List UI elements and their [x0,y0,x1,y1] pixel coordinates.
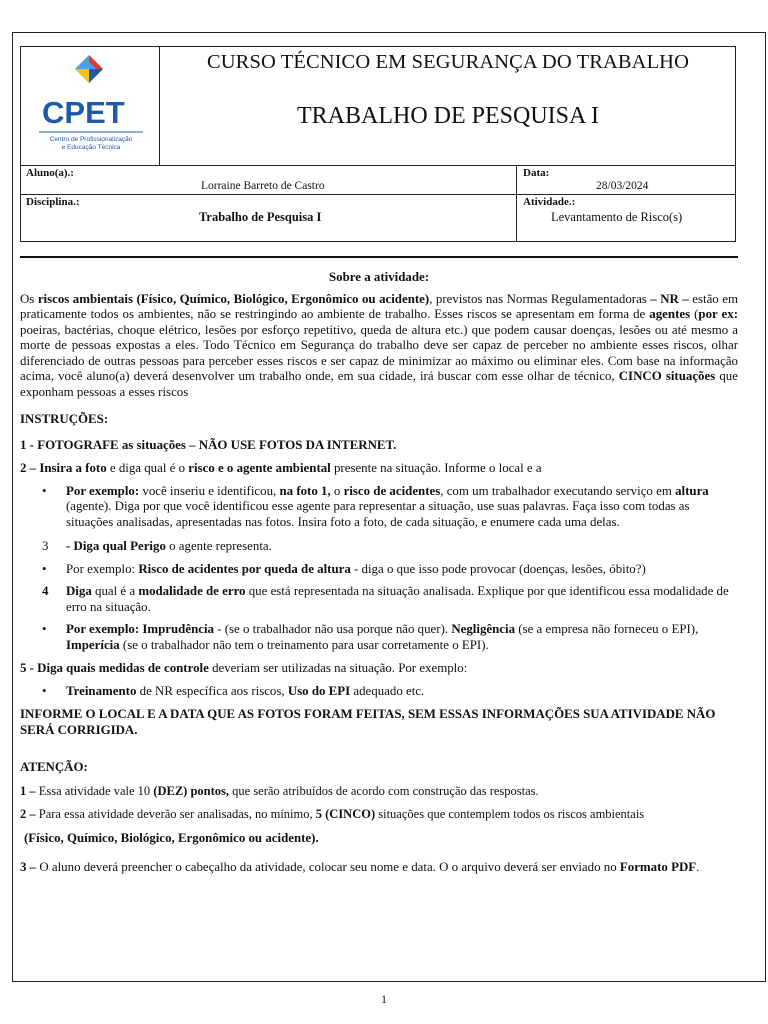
student-label: Aluno(a).: [26,167,74,179]
list-item: 4 Diga qual é a modalidade de erro que está representada na situação analisada. Explique por que identificou essa modalidade de erro na situação. [42,584,729,614]
about-title: Sobre a atividade: [328,270,430,284]
page-number: 1 [381,992,387,1006]
attention-1: 1 – Essa atividade vale 10 (DEZ) pontos, que serão atribuídos de acordo com construção das respostas. [20,783,539,798]
attention-2: 2 – Para essa atividade deverão ser analisadas, no mínimo, 5 (CINCO) situações que contemplem todos os riscos ambientais [20,807,645,821]
logo-cell [21,47,160,165]
instruction-1: 1 - FOTOGRAFE as situações – NÃO USE FOTOS DA INTERNET. [20,437,397,452]
logo-diamond-yellow-icon [75,69,89,83]
header-table [20,46,736,242]
list-item: • Por exemplo: você inseriu e identificou, na foto 1, o risco de acidentes, com um trabalhador executando serviço em altura (agente). Diga por que você identificou esse agente para representar a situação, use suas palavras. Faça isso com todas as situações analisadas, apresentadas nas fotos. Insira foto a foto, de cada situação, e enumere cada uma delas. [42,483,709,529]
date-value: 28/03/2024 [596,180,649,192]
main-content [20,270,738,878]
logo-diamond-dark-icon [89,69,103,83]
date-label: Data: [523,167,550,179]
activity-label: Atividade.: [523,196,576,208]
work-title: TRABALHO DE PESQUISA I [296,103,599,129]
divider [20,256,738,258]
logo-subtitle-1: Centro de Profissionalização [49,136,133,143]
inform-notice: INFORME O LOCAL E A DATA QUE AS FOTOS FORAM FEITAS, SEM ESSAS INFORMAÇÕES SUA ATIVIDADE NÃO SERÁ CORRIGIDA. [20,707,716,737]
discipline-value: Trabalho de Pesquisa I [199,210,322,224]
logo-text: CPET [42,95,125,130]
list-item: 3 - Diga qual Perigo o agente representa. [42,539,272,553]
list-item: • Treinamento de NR específica aos riscos, Uso do EPI adequado etc. [42,683,425,698]
activity-value: Levantamento de Risco(s) [551,210,683,224]
instruction-2: 2 – Insira a foto e diga qual é o risco e o agente ambiental presente na situação. Informe o local e a [20,461,542,475]
course-title: CURSO TÉCNICO EM SEGURANÇA DO TRABALHO [207,51,689,73]
attention-2-risks: (Físico, Químico, Biológico, Ergonômico ou acidente). [24,830,319,845]
about-paragraph: Os riscos ambientais (Físico, Químico, Biológico, Ergonômico ou acidente), previstos nas Normas Regulamentadoras – NR – estão em praticamente todos os ambientes, não se restringindo ao ambiente de trabalho. Esses riscos se apresentam em forma de agentes (por ex: poeiras, bactérias, choque elétrico, lesões por esforço repetitivo, queda de altura etc.) que podem causar doenças, lesões ou até mesmo a morte de pessoas expostas a eles. Todo Técnico em Segurança do trabalho deve ser capaz de perceber no ambiente esses riscos, olhar diferenciado de outras pessoas para perceber esses riscos e ser capaz de minimizar ao máximo ou eliminar eles. Com base na informação acima, você aluno(a) deverá desenvolver um trabalho onde, em sua cidade, irá buscar com esse olhar de técnico, CINCO situações que exponham pessoas a esses riscos [20,291,738,399]
instructions-title: INSTRUÇÕES: [20,412,109,426]
student-value: Lorraine Barreto de Castro [201,180,325,192]
logo-subtitle-2: e Educação Técnica [61,144,121,151]
list-item: • Por exemplo: Risco de acidentes por queda de altura - diga o que isso pode provocar (doenças, lesões, óbito?) [42,561,646,576]
list-item: • Por exemplo: Imprudência - (se o trabalhador não usa porque não quer). Negligência (se a empresa não forneceu o EPI), Imperícia (se o trabalhador não tem o treinamento para usar corretamente o EPI). [42,622,699,652]
header-row-student [21,165,735,194]
attention-3: 3 – O aluno deverá preencher o cabeçalho da atividade, colocar seu nome e data. O o arquivo deverá ser enviado no Formato PDF. [20,860,700,874]
instruction-5: 5 - Diga quais medidas de controle deveriam ser utilizadas na situação. Por exemplo: [20,661,468,675]
header-row-discipline [21,194,735,241]
discipline-label: Disciplina.: [26,196,80,208]
cpet-logo [21,47,160,165]
attention-title: ATENÇÃO: [20,760,88,774]
